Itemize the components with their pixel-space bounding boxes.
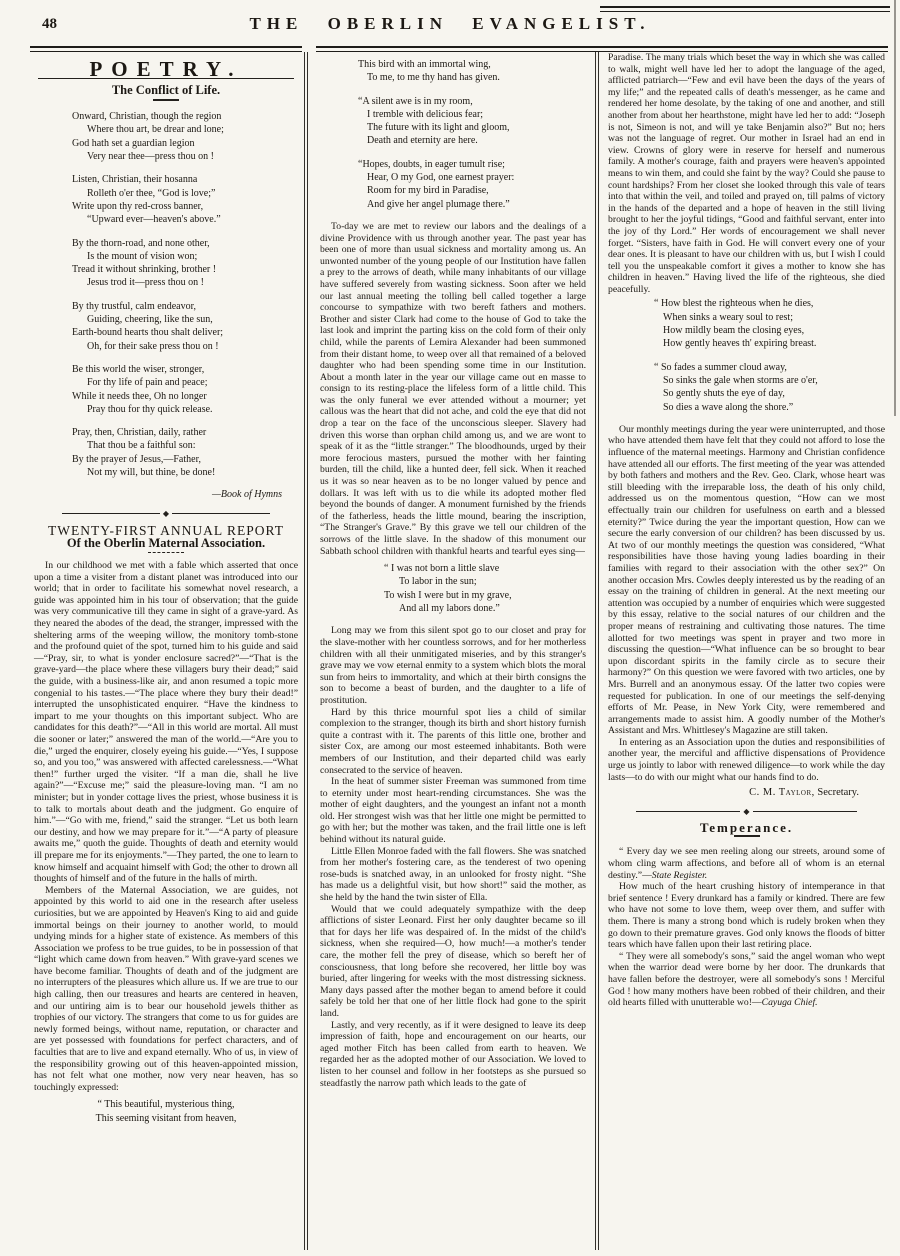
poem-line: Pray, then, Christian, daily, rather [72, 427, 207, 439]
poetry-section-heading: POETRY. [89, 57, 243, 81]
poem-line: Is the mount of vision won; [87, 250, 198, 262]
subheading-rule [148, 552, 184, 553]
poem-stanza [384, 562, 586, 615]
poem-line: Write upon thy red-cross banner, [72, 200, 204, 212]
quote-line: “ This beautiful, mysterious thing, [97, 1099, 235, 1111]
report-paragraph: Long may we from this silent spot go to our closet and pray for the slave-mother with her countless sorrows, and for her motherless children with all their unmitigated miseries, and by this stranger's grave may we vow eternal enmity to a system which blots the moral sun from heirs to immortality, and which at their birth consigns the son to become a beast of burden, and the daughter to a life of prostitution. [320, 625, 586, 706]
poem-line: How mildly beam the closing eyes, [663, 325, 805, 337]
poem-line: Jesus trod it—press thou on ! [87, 277, 204, 289]
diamond-ornament-icon: ◆ [162, 508, 170, 518]
source-citation: State Register. [651, 869, 708, 881]
report-subheading: Of the Oberlin Maternal Association. [66, 535, 266, 550]
hymn-poem [72, 110, 298, 479]
report-paragraph: To-day we are met to review our labors and the dealings of a divine Providence with us through another year. The past year has been one of more than usual sickness and mortality among us. An unwonted number of the young people of our Institution have fallen a prey to the arrows of death, while many inhabitants of our village have suffered severely from wasting sickness. Soon after we held our last annual meeting the tolling bell called together a large concourse to sympathize with two bereft fathers and mothers. Brother and sister Clark had come to the house of God to take the last look and imprint the parting kiss on the cold form of their only child, while the parents of Lemira Alexander had been summoned from their distant home, to weep over all that remained of a beloved daughter who had been spending some time in our Institution. About a month later in the year our village came out en masse to consign to its resting-place the lifeless form of a little child. This was the only funeral we ever attended without a mourner; yet callous was the heart that did not ache, and cold the eye that did not drop a tear on the face of the unconscious sleeper. Slavery had driven this worse than orphan child among us, and we are wont to speak of it as the “little stranger.” The bloodhounds, urged by their more ferocious masters, pursued the mother with her fainting burden, till the child, like a hunted deer, fell sick. When it reached us it was so near heaven as to be no longer valued by pence and dollars. It was left with us to die while its adopted mother fled beyond the bounds of danger. A monument furnished by the friends of the fatherless, heads the little mound, bearing the inscription, “The Stranger's Grave.” By this grave we tell our children of the sorrows of the little slave. In the shadow of this monument our Sabbath school children with thankful hearts and tearful eyes sing— [320, 220, 586, 557]
temperance-body [608, 846, 885, 1008]
poem-line: Listen, Christian, their hosanna [72, 174, 198, 186]
poem-line: “ How blest the righteous when he dies, [654, 298, 814, 310]
header-rule-left [30, 46, 302, 52]
report-paragraph: Our monthly meetings during the year were uninterrupted, and those who have attended them have felt that they could not afford to lose the influence of the maternal meetings. Harmony and Christian confidence have attended all our efforts. The first meeting of the year was attended by both fathers and mothers and the Rev. Geo. Clark, whose heart was still bleeding with the irreparable loss, the death of his only child, addressed us on the momentous question, “How can we most effectually train our children for usefulness on earth and a blessed eternity?” Twice during the year the important question, How can we secure the early conversion of our children? has been discussed by us. At two of our monthly meetings the question was considered, “What responsibilities have those having young ladies boarding in their families with regard to their association with the other sex?” On another occasion Mrs. Cowles deeply interested us by the reading of an essay on the training of children in general. At the next meeting our attention was occupied by a number of enquiries which were suggested by this essay, relative to the social natures of our children and the proper means of restraining and cultivating those natures. The time allotted for two meetings was spent in prayer and two more in discussing the question—“What influence can be so brought to bear upon discordant spirits in the family circle as to secure their harmony?” On this question we were favored with two articles, one by Mrs. Burrell and an anonymous essay. Of the latter two copies were requested for publication. In one of our meetings the self-denying efforts of Mr. Pease, in New York City, were remembered and arrangements made to assist him. A goodly number of the Mother's Assistant and Mrs. Whittlesey's Magazine are still taken. [608, 423, 885, 737]
poem-line: And give her angel plumage there.” [367, 198, 510, 210]
poem-title: The Conflict of Life. [111, 82, 221, 97]
page-edge-line [894, 0, 896, 416]
report-paragraph: Little Ellen Monroe faded with the fall flowers. She was snatched from her mother's fostering care, as the tenderest of two opening rose-buds is snatched away, in an unlooked for frosty night. “She has made us a delightful visit, but how short!” said the mother, as she held by the hand the twin sister of Ella. [320, 845, 586, 904]
poem-line: “A silent awe is in my room, [358, 95, 473, 107]
poem-line: That thou be a faithful son: [87, 440, 196, 452]
poem-line: So sinks the gale when storms are o'er, [663, 374, 818, 386]
poem-line: Pray thou for thy quick release. [87, 403, 213, 415]
poem-line: Be this world the wiser, stronger, [72, 363, 205, 375]
poem-stanza [72, 426, 298, 479]
report-body-continued-3 [608, 52, 885, 295]
column-divider [304, 52, 308, 1250]
poem-stanza [72, 173, 298, 226]
poem-line: By thy trustful, calm endeavor, [72, 300, 197, 312]
poem-line: Very near thee—press thou on ! [87, 151, 214, 163]
poem-line: “ I was not born a little slave [384, 563, 500, 575]
signature-name: C. M. Taylor, [749, 787, 815, 799]
poem-line: God hath set a guardian legion [72, 137, 195, 149]
report-paragraph: Paradise. The many trials which beset the way in which she was called to walk, might well have led her to adopt the language of the aged, afflicted patriarch—“Few and evil have been the days of the years of my life;” and the repeated calls of death's messenger, as he came and rendered her home desolate, by the taking of one and another, and still another from about her hearthstone, might have led her to add: “Joseph is not, Simeon is not, and will ye take Benjamin also?” But no; hers was not the language of regret. Our mother in Israel had an end in view. Crowns of glory were in reserve for herself and numerous family. A mother's courage, faith and prayers were heaven's appointed means to win them, and could she faint by the way? Could she pause to count hardships? From her closet she looked through this vale of tears into that within the veil, and toiled and prayed on, till palms of victory in the hands of the departed and a hope of heaven in the still living brought to her the joyful tidings, “Good and faithful servant, enter into the joy of thy Lord.” Her words of encouragement we shall never forget. “Sisters, have faith in God. He will convert every one of your dear ones. It is pleasant to have our children with us, but I wish I could tell you the unspeakable comfort it gives a mother to know she has children in heaven.” Having lived the life of the righteous, she died peacefully. [608, 52, 885, 295]
poem-line: To wish I were but in my grave, [384, 589, 512, 601]
poem-stanza [358, 158, 586, 211]
poem-stanza [358, 95, 586, 148]
report-heading: TWENTY-FIRST ANNUAL REPORT [48, 522, 284, 538]
paragraph-text: “ Every day we see men reeling along our streets, around some of whom cling warm affections, and before all of whom is an eternal destiny.”— [608, 846, 885, 881]
top-right-rule [600, 6, 890, 12]
source-citation: Cayuga Chief. [761, 997, 818, 1009]
report-paragraph: Members of the Maternal Association, we are guides, not appointed by this world to aid one in the research after useless curiosities, but we are appointed by Heaven's King to aid and guide immortal beings on their journey to another world, to mould undying minds for a higher state of existence. As members of this Association we profess to be true guides, to be in possession of that “light which came down from heaven.” With grave-yard scenes we have become familiar. Thoughts of death and of the judgment are no interrupters of the pleasures which allure us. If we are true to our high calling, then our treasures and hearts are centered in heaven, and our untiring aim is to bear our household jewels thither as trophies of our victory. The strangers that come to us for guides are newly formed beings, without name, reputation, or character and are yet possessed with foundations for perfect characters, and of faculties that are to live and expand eternally. Who of us, in view of the responsibility growing out of this heaven-appointed mission, has not felt what one mother, now very near heaven, has so touchingly expressed: [34, 884, 298, 1093]
report-paragraph: Would that we could adequately sympathize with the deep afflictions of sister Leonard. First her only daughter became so ill that for days her life was despaired of. In the midst of the child's sickness, when she required—O, how much!—a mother's tender care, the mother fell the prey of disease, which so bereft her of consciousness, that long before she recovered, her little boy was buried, after lingering for weeks with the most distressing sickness. Many days passed after the mother began to amend before it could safely be told her that one of her little flock had gone to the spirit land. [320, 903, 586, 1019]
poem-stanza [72, 237, 298, 290]
report-body [34, 560, 298, 1093]
report-paragraph: In the heat of summer sister Freeman was summoned from time to eternity under most heart-rending circumstances. She was the mother of eight daughters, and the youngest an infant not a month old. Her strongest wish was that her little one might be permitted to go with her; but the mother was taken, and the frail little one is left behind without its natural guide. [320, 776, 586, 846]
poem-line: Oh, for their sake press thou on ! [87, 340, 219, 352]
signature-role: Secretary. [817, 787, 859, 799]
closing-quote [34, 1098, 298, 1125]
poem-line: Hear, O my God, one earnest prayer: [367, 172, 515, 184]
poem-stanza [654, 361, 885, 414]
poem-stanza [72, 363, 298, 416]
poem-stanza [72, 300, 298, 353]
poem-line: Room for my bird in Paradise, [367, 185, 489, 197]
page-number: 48 [42, 16, 57, 32]
poem-line: I tremble with delicious fear; [367, 108, 484, 120]
diamond-ornament-icon: ◆ [743, 806, 750, 816]
poem-line: This bird with an immortal wing, [358, 59, 491, 70]
right-column [608, 52, 885, 1009]
poem-line: “Upward ever—heaven's above.” [87, 214, 221, 226]
report-paragraph: Hard by this thrice mournful spot lies a child of similar complexion to the stranger, though its birth and short history furnish quite a contrast with it. The parents of this little one, brother and sister Cox, are among our most esteemed inhabitants. Both were members of our Institution, and their departed child was early consecrated to the service of heaven. [320, 706, 586, 776]
poem-line: Rolleth o'er thee, “God is love;” [87, 187, 216, 199]
poem-stanza [72, 110, 298, 163]
poem-line: By the prayer of Jesus,—Father, [72, 453, 202, 465]
report-body-continued-4 [608, 424, 885, 783]
left-column [34, 56, 298, 1125]
report-paragraph: In entering as an Association upon the duties and responsibilities of another year, the merciful and afflictive dispensations of Providence urge us jointly to labor with renewed diligence—to work while the day lasts—to do with our might what our hands find to do. [608, 736, 885, 783]
poem-line: So gently shuts the eye of day, [663, 388, 785, 400]
temperance-paragraph [608, 881, 885, 951]
poem-attribution: —Book of Hymns [212, 489, 282, 501]
poem-line: “ So fades a summer cloud away, [654, 361, 787, 373]
ornament-divider [636, 808, 857, 816]
report-paragraph: In our childhood we met with a fable which asserted that once upon a time a visiter from a distant planet was introduced into our world; that in order to facilitate his somewhat novel research, a guide was appointed him in his tour of observation; that the guide was very communicative till they came in sight of a grave-yard. As they neared the abodes of the dead, the stranger, impressed with the sheltering arms of the weeping willow, the monitory tomb-stone and the profound quiet of the spot, turned him to his guide and said—“Pray, sir, to what is yonder enclosure sacred?”—“That is the grave-yard—the place where these villagers bury their dead;” said the guide, with a business-like air, and anon resumed a topic more congenial to his tastes.—“The place where they bury their dead!” interrupted the unsophisticated enquirer. “Have the kindness to impart to me your thoughts on this important subject. Who are candidates for this death?”—“All in this world are mortal. All must die sooner or later;” answered the man of the world.—“Are you to die,” urged the enquirer, closely eyeing his guide.—“Yes, I suppose so, and you too,” was answered with affected carelessness.—“What then!” further urged the visiter. “If a man die, shall he live again?”—“Excuse me;” said the pleasure-loving man. “I am no minister; but in yonder cottage lives the priest, whose business it is to talk to mortals about death and the judgment. Go enquire of him.”—“Go with me, friend,” said the stranger. “Let us both learn our destiny, and how we may prepare for it.”—“A party of pleasure awaits me,” quoth the guide. Thoughts of death and eternity would ill prepare me for its enjoyments.”—They parted, the one to learn to know himself and acquaint himself with God; the other to drown all thoughts of himself and of the future in the halls of mirth. [34, 560, 298, 885]
poem-line: Where thou art, be drear and lone; [87, 124, 224, 136]
elegy-verse [654, 297, 885, 413]
poem-line: Earth-bound hearts thou shalt deliver; [72, 327, 224, 339]
middle-column [320, 56, 586, 1089]
temperance-paragraph [608, 846, 885, 881]
temperance-paragraph [608, 951, 885, 1009]
poem-line: Onward, Christian, though the region [72, 111, 222, 123]
poem-line: By the thorn-road, and none other, [72, 237, 210, 249]
paragraph-text: How much of the heart crushing history of intemperance in that brief sentence ! Every drunkard has a family or kindred. There are few who have not some to love them, weep over them, and suffer with them. There is many a strong bond which is rudely broken when they go down to their premature graves. God only knows the floods of bitter tears which have fallen upon their last retiring place. [608, 881, 885, 951]
poem-line: To labor in the sun; [399, 576, 477, 588]
poem-line: How gently heaves th' expiring breast. [663, 338, 817, 350]
report-paragraph: Lastly, and very recently, as if it were designed to leave its deep impression of faith, hope and encouragement on our hearts, our aged mother Fitch has been called from earth to heaven. We regarded her as the adopted mother of our Association. We loved to listen to her counsel and follow in her footsteps as she pursued so steadfastly the narrow path which leads to the gate of [320, 1019, 586, 1089]
poem-line: While it needs thee, Oh no longer [72, 390, 207, 402]
poem-line: So dies a wave along the shore.” [663, 401, 794, 413]
poem-line: Guiding, cheering, like the sun, [87, 314, 213, 326]
poem-line: The future with its light and gloom, [367, 122, 510, 134]
poem-line: “Hopes, doubts, in eager tumult rise; [358, 158, 505, 170]
report-body-continued [320, 221, 586, 557]
poem-line: And all my labors done.” [399, 603, 500, 615]
temperance-heading: Temperance. [699, 819, 794, 835]
poem-stanza [654, 297, 885, 350]
poem-line: Tread it without shrinking, brother ! [72, 264, 217, 276]
opening-verse [358, 58, 586, 211]
column-divider [595, 52, 599, 1250]
poem-line: For thy life of pain and peace; [87, 377, 208, 389]
sabbath-school-song [384, 562, 586, 615]
paragraph-text: “ They were all somebody's sons,” said the angel woman who wept when the warrior dead were borne by her door. The drunkards that have fallen before the destroyer, were all somebody's sons ! Merciful God ! how many mothers have been robbed of their children, and their old hearts filled with unutterable wo!— [608, 950, 885, 1009]
quote-line: This seeming visitant from heaven, [95, 1112, 237, 1124]
poem-line: When sinks a weary soul to rest; [663, 311, 793, 323]
poem-stanza [358, 58, 586, 85]
ornament-divider [62, 510, 270, 518]
masthead-title: THE OBERLIN EVANGELIST. [249, 14, 651, 33]
poem-line: Not my will, but thine, be done! [87, 467, 216, 479]
report-body-continued-2 [320, 625, 586, 1089]
signature-line [608, 787, 859, 799]
poem-line: Death and eternity are here. [367, 135, 478, 147]
heading-rule [734, 835, 760, 837]
poem-line: To me, to me thy hand has given. [367, 72, 500, 84]
title-rule [153, 99, 179, 101]
